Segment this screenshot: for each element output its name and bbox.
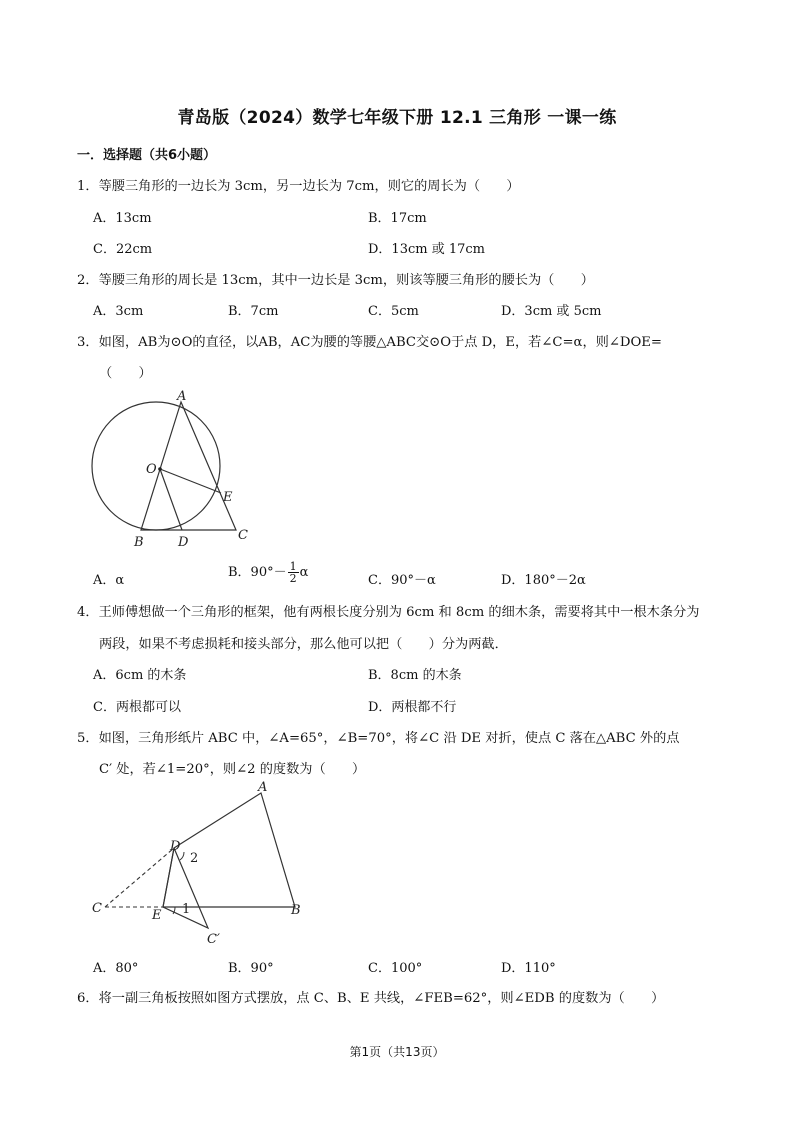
q1-option-d: D．13cm 或 17cm [368,242,485,257]
label-o: O [146,462,157,477]
label-1: 1 [182,902,191,917]
q3-option-c: C．90°－α [368,573,436,588]
q4-option-b: B．8cm 的木条 [368,668,462,683]
label-c: C [238,528,248,543]
label-d: D [178,535,189,550]
label-e: E [223,490,233,505]
question-5-text: 5．如图，三角形纸片 ABC 中，∠A=65°，∠B=70°，将∠C 沿 DE 对折，使点 C 落在△ABC 外的点 [77,731,680,746]
q5-fold-figure [86,780,316,952]
label-a: A [258,780,268,795]
page-title: 青岛版（2024）数学七年级下册 12.1 三角形 一课一练 [177,108,617,128]
q1-option-a: A．13cm [93,211,152,226]
q4-option-d: D．两根都不行 [368,700,457,715]
q5-option-a: A．80° [93,961,139,976]
question-6-text: 6．将一副三角板按照如图方式摆放，点 C、B、E 共线，∠FEB=62°，则∠EDB 的度数为（ ） [77,991,665,1006]
label-e: E [152,908,162,923]
q3-circle-figure [86,384,266,554]
q4-option-a: A．6cm 的木条 [93,668,187,683]
q3-option-b: B．90°－ $\frac{1}{2}$ α [228,560,309,585]
question-2-text: 2．等腰三角形的周长是 13cm，其中一边长是 3cm，则该等腰三角形的腰长为（ ） [77,273,594,288]
question-4-text-cont: 两段，如果不考虑损耗和接头部分，那么他可以把（ ）分为两截． [99,637,508,652]
quadrilateral-dab [163,793,295,907]
label-c-prime: C′ [207,932,220,947]
q5-option-b: B．90° [228,961,274,976]
q5-option-c: C．100° [368,961,423,976]
question-5-text-cont: C′ 处，若∠1=20°，则∠2 的度数为（ ） [99,762,366,777]
q1-option-b: B．17cm [368,211,427,226]
q5-option-d: D．110° [501,961,556,976]
label-a: A [177,389,187,404]
dashed-cd [105,848,174,907]
question-1-text: 1．等腰三角形的一边长为 3cm，另一边长为 7cm，则它的周长为（ ） [77,179,520,194]
fraction-one-half: $\frac{1}{2}$ [289,560,297,585]
q3-option-a: A．α [93,573,125,588]
label-b: B [291,903,301,918]
q3-option-d: D．180°－2α [501,573,586,588]
label-c: C [92,901,102,916]
page-footer: 第1页（共13页） [349,1045,445,1059]
label-2: 2 [190,851,199,866]
question-3-text-cont: （ ） [99,366,152,381]
section-heading: 一．选择题（共6小题） [77,148,217,163]
q1-option-c: C．22cm [93,242,153,257]
q2-option-c: C．5cm [368,304,419,319]
q2-option-a: A．3cm [93,304,144,319]
q2-option-d: D．3cm 或 5cm [501,304,602,319]
label-b: B [134,535,144,550]
q2-option-b: B．7cm [228,304,279,319]
question-4-text: 4．王师傅想做一个三角形的框架，他有两根长度分别为 6cm 和 8cm 的细木条，需要将其中一根木条分为 [77,605,700,620]
center-o-dot [158,467,162,471]
q4-option-c: C．两根都可以 [93,700,181,715]
segment-od [160,469,182,530]
angle-2-arc [180,852,184,860]
question-3-text: 3．如图，AB为⊙O的直径，以AB，AC为腰的等腰△ABC交⊙O于点 D，E，若∠C=α，则∠DOE= [77,335,662,350]
label-d: D [170,839,181,854]
